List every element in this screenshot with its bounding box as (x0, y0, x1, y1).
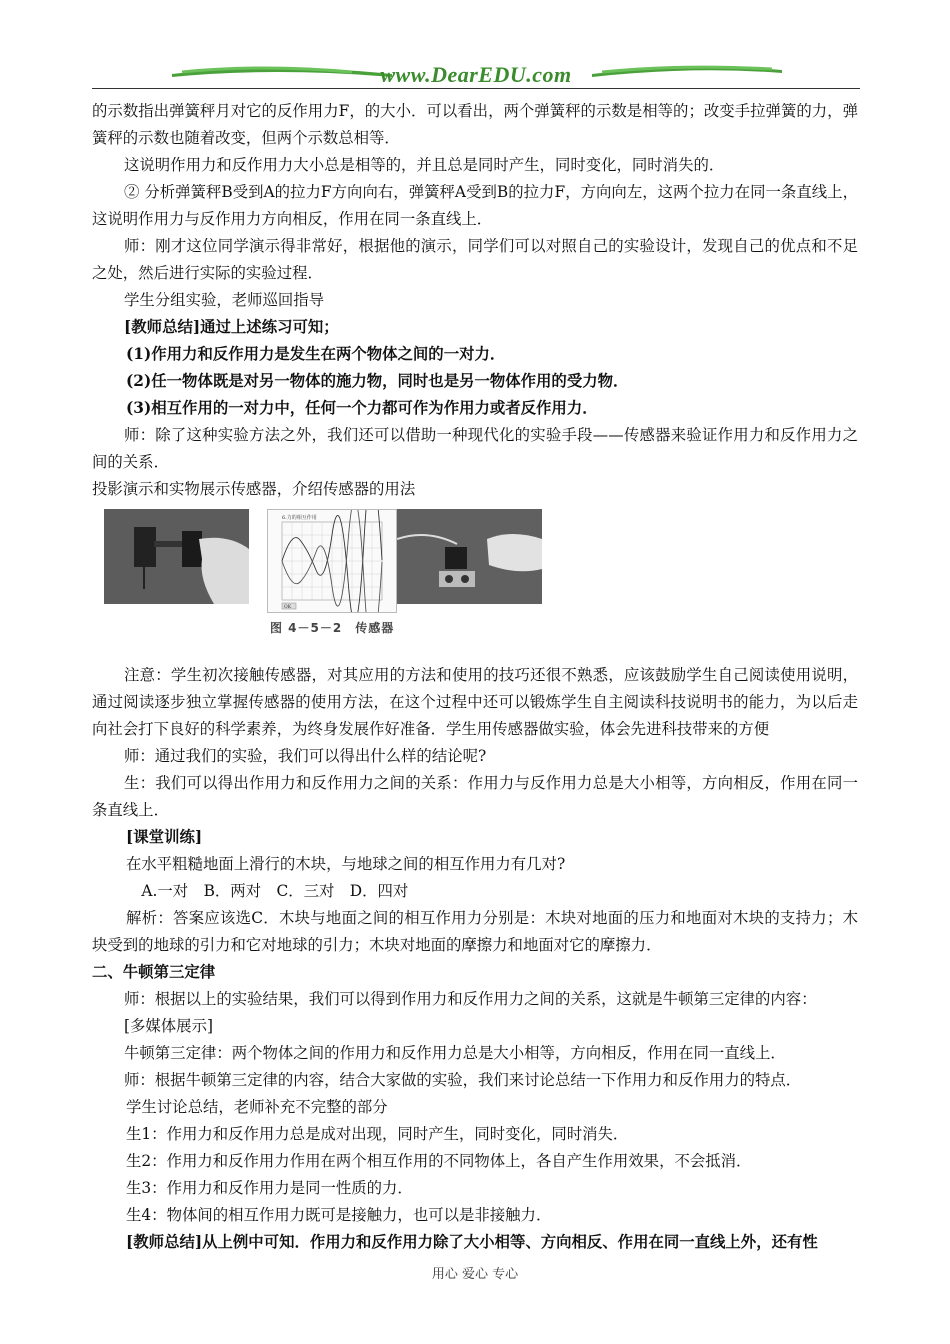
body-paragraph: 师：通过我们的实验，我们可以得出什么样的结论呢? (124, 747, 487, 765)
photo-spring-sensor (104, 509, 249, 604)
body-paragraph: 牛顿第三定律：两个物体之间的作用力和反作用力总是大小相等，方向相反，作用在同一直线上． (124, 1044, 786, 1062)
body-paragraph: [教师总结]通过上述练习可知； (124, 318, 339, 336)
header-divider (92, 88, 860, 89)
body-paragraph: ② 分析弹簧秤B受到A的拉力F方向向右，弹簧秤A受到B的拉力F，方向向左，这两个拉力在同一条直线上，这说明作用力与反作用力方向相反，作用在同一条直线上． (92, 183, 858, 228)
body-paragraph: (2)任一物体既是对另一物体的施力物，同时也是另一物体作用的受力物． (126, 372, 629, 390)
chart-ok-button: OK (284, 605, 292, 610)
body-paragraph: 注意：学生初次接触传感器，对其应用的方法和使用的技巧还很不熟悉，应该鼓励学生自己阅读使用说明，通过阅读逐步独立掌握传感器的使用方法，在这个过程中还可以锻炼学生自主阅读科技说明书的能力，为以后走向社会打下良好的科学素养，为终身发展作好准备．学生用传感器做实验，体会先进科技带来的方便 (92, 666, 858, 738)
sensor-figure (92, 509, 858, 662)
body-paragraph: 学生分组实验，老师巡回指导 (124, 291, 325, 309)
body-paragraph: 二、牛顿第三定律 (92, 963, 216, 981)
body-paragraph: 师：除了这种实验方法之外，我们还可以借助一种现代化的实验手段——传感器来验证作用力和反作用力之间的关系． (92, 426, 858, 471)
body-paragraph: 师：刚才这位同学演示得非常好，根据他的演示，同学们可以对照自己的实验设计，发现自己的优点和不足之处，然后进行实际的实验过程． (92, 237, 858, 282)
body-paragraph: 生：我们可以得出作用力和反作用力之间的关系：作用力与反作用力总是大小相等，方向相反，作用在同一条直线上． (92, 774, 858, 819)
text-section-2 (92, 662, 858, 1256)
figure-caption: 图 4－5－2 传感器 (270, 621, 395, 635)
body-paragraph: 在水平粗糙地面上滑行的木块，与地球之间的相互作用力有几对? (126, 855, 566, 873)
body-paragraph: 师：根据牛顿第三定律的内容，结合大家做的实验，我们来讨论总结一下作用力和反作用力的特点． (124, 1071, 802, 1089)
document-body (92, 98, 858, 1256)
body-paragraph: 解析：答案应该选C．木块与地面之间的相互作用力分别是：木块对地面的压力和地面对木块的支持力；木块受到的地球的引力和它对地球的引力；木块对地面的摩擦力和地面对它的摩擦力． (92, 909, 858, 954)
body-paragraph: 师：根据以上的实验结果，我们可以得到作用力和反作用力之间的关系，这就是牛顿第三定律的内容： (124, 990, 817, 1008)
body-paragraph: (1)作用力和反作用力是发生在两个物体之间的一对力． (126, 345, 506, 363)
page-footer: 用心 爱心 专心 (431, 1267, 519, 1282)
body-paragraph: 的示数指出弹簧秤月对它的反作用力F，的大小．可以看出，两个弹簧秤的示数是相等的；改变手拉弹簧的力，弹簧秤的示数也随着改变，但两个示数总相等． (92, 102, 858, 147)
body-paragraph: [课堂训练] (126, 828, 203, 846)
body-paragraph: (3)相互作用的一对力中，任何一个力都可作为作用力或者反作用力． (126, 399, 598, 417)
body-paragraph: A.一对 B．两对 C．三对 D．四对 (126, 882, 409, 900)
photo-sensor-device (397, 509, 542, 604)
text-section-1 (92, 98, 858, 503)
body-paragraph: 生4：物体间的相互作用力既可是接触力，也可以是非接触力． (126, 1206, 552, 1224)
sensor-chart (267, 509, 397, 613)
logo-text: www.DearEDU.com (380, 62, 572, 87)
body-paragraph: 生1：作用力和反作用力总是成对出现，同时产生，同时变化，同时消失． (126, 1125, 629, 1143)
body-paragraph: 学生讨论总结，老师补充不完整的部分 (126, 1098, 388, 1116)
chart-title: 6.力的相互作用 (282, 515, 317, 521)
body-paragraph: 生2：作用力和反作用力作用在两个相互作用的不同物体上，各自产生作用效果，不会抵消． (126, 1152, 752, 1170)
body-paragraph: 这说明作用力和反作用力大小总是相等的，并且总是同时产生，同时变化，同时消失的． (124, 156, 725, 174)
body-paragraph: 投影演示和实物展示传感器，介绍传感器的用法 (92, 480, 416, 498)
body-paragraph: [教师总结]从上例中可知．作用力和反作用力除了大小相等、方向相反、作用在同一直线上外，还有性 (126, 1233, 818, 1251)
body-paragraph: [多媒体展示] (124, 1017, 213, 1035)
body-paragraph: 生3：作用力和反作用力是同一性质的力． (126, 1179, 413, 1197)
